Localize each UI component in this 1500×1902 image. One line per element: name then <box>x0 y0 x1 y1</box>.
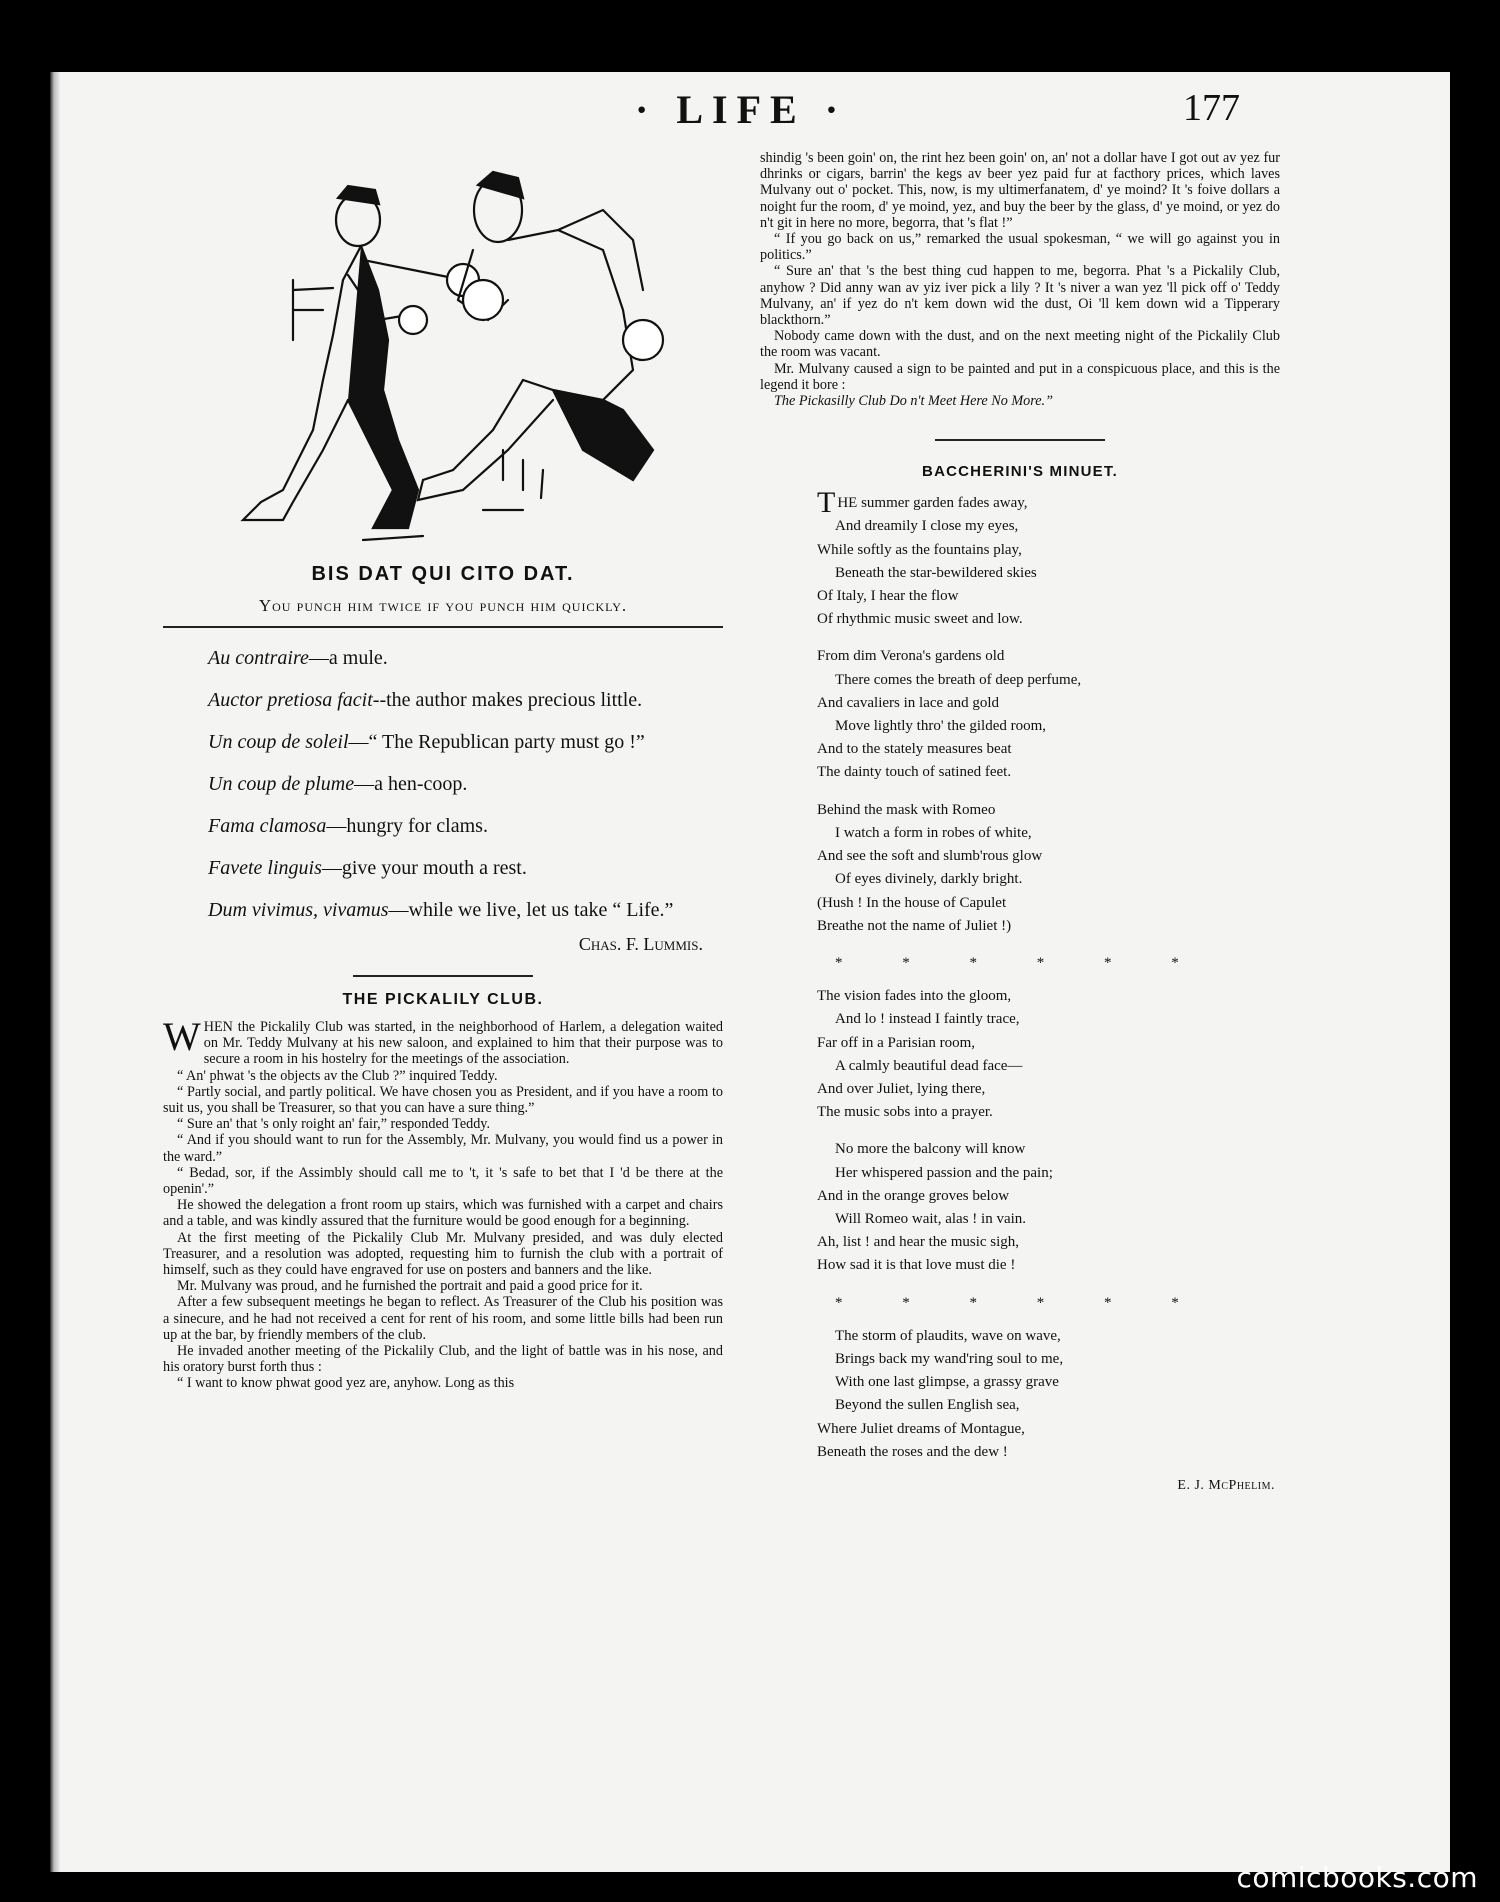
poem-line: The dainty touch of satined feet. <box>817 764 1012 781</box>
site-watermark: comicbooks.com <box>1236 1861 1478 1894</box>
boxing-cartoon-illustration <box>163 150 723 545</box>
club-paragraph: “ If you go back on us,” remarked the usual spokesman, “ we will go against you in politics.” <box>760 231 1280 264</box>
club-paragraph: At the first meeting of the Pickalily Club Mr. Mulvany presided, and was duly elected Treasurer, and a resolution was adopted, requesting him to furnish the club with a portrait of himself, such as they could have engraved for use on posters and banners and the like. <box>163 1229 723 1279</box>
poem-stanza <box>817 799 1280 938</box>
club-paragraph: Mr. Mulvany caused a sign to be painted and put in a conspicuous place, and this is the legend it bore : <box>760 360 1280 393</box>
poem-line: There comes the breath of deep perfume, <box>835 671 1082 688</box>
club-paragraph: “ I want to know phwat good yez are, anyhow. Long as this <box>177 1375 515 1392</box>
phrase-latin: Dum vivimus, vivamus <box>208 899 389 921</box>
poem-line: I watch a form in robes of white, <box>835 824 1032 841</box>
poem-line-text: HE summer garden fades away, <box>837 495 1028 512</box>
phrase-item <box>208 646 723 670</box>
poem-line: Beyond the sullen English sea, <box>835 1397 1020 1414</box>
club-title: THE PICKALILY CLUB. <box>342 991 544 1008</box>
poem-line: Beneath the star-bewildered skies <box>835 564 1037 581</box>
poem-line: And in the orange groves below <box>817 1187 1010 1204</box>
poem-line: And over Juliet, lying there, <box>817 1080 986 1097</box>
minuet-title: BACCHERINI'S MINUET. <box>922 463 1118 481</box>
poem-dropcap: T <box>817 486 836 520</box>
poem-line: While softly as the fountains play, <box>817 541 1022 558</box>
poem-line: Her whispered passion and the pain; <box>835 1164 1053 1181</box>
poem-line: Of Italy, I hear the flow <box>817 588 959 605</box>
right-column <box>760 150 1280 1494</box>
poem-line: No more the balcony will know <box>835 1141 1026 1158</box>
bis-subtitle: You punch him twice if you punch him quickly. <box>163 596 723 628</box>
poem-line: Of rhythmic music sweet and low. <box>817 611 1023 628</box>
poem-stars-separator: * * * * * * <box>835 1294 1207 1311</box>
phrase-gloss: —a hen-coop. <box>354 773 468 795</box>
club-paragraph: “ An' phwat 's the objects av the Club ?” inquired Teddy. <box>177 1067 498 1084</box>
club-paragraph <box>163 1014 723 1068</box>
poem-line: Far off in a Parisian room, <box>817 1034 976 1051</box>
phrase-gloss: —while we live, let us take “ Life.” <box>388 899 674 921</box>
poem-line: Beneath the roses and the dew ! <box>817 1443 1008 1460</box>
phrase-item <box>208 856 723 880</box>
page-header <box>590 86 1290 146</box>
club-dropcap: W <box>163 1014 201 1059</box>
poem-line: And dreamily I close my eyes, <box>835 518 1019 535</box>
poem-stanza <box>817 645 1280 784</box>
club-paragraph: He invaded another meeting of the Pickalily Club, and the light of battle was in his nose, and his oratory burst forth thus : <box>163 1343 723 1376</box>
phrase-gloss: —give your mouth a rest. <box>321 857 527 879</box>
poem-line: The vision fades into the gloom, <box>817 988 1012 1005</box>
minuet-author: E. J. McPhelim. <box>1177 1477 1275 1493</box>
phrase-item <box>208 898 723 922</box>
poem-line: Of eyes divinely, darkly bright. <box>835 871 1023 888</box>
poem-line: And lo ! instead I faintly trace, <box>835 1011 1020 1028</box>
club-paragraph: “ Sure an' that 's only roight an' fair,” responded Teddy. <box>177 1116 491 1133</box>
club-paragraph: “ Sure an' that 's the best thing cud happen to me, begorra. Phat 's a Pickalily Club, anyhow ? Did anny wan av yiz iver pick a lily ? It 's niver a wan yez 'll pick off o' Teddy Mulvany, an' if yez do n't kem down wid the dust, Oi 'll kem down wid a Tipperary blackthorn.” <box>760 263 1280 329</box>
club-paragraph: After a few subsequent meetings he began to reflect. As Treasurer of the Club his position was a sinecure, and he had not received a cent for rent of his room, and some little bills had been run up at the bar, by friendly members of the club. <box>163 1294 723 1343</box>
section-divider <box>935 439 1105 441</box>
phrase-gloss: —a mule. <box>308 647 388 669</box>
masthead: · LIFE · <box>635 87 848 132</box>
poem-line: Where Juliet dreams of Montague, <box>817 1420 1025 1437</box>
phrase-gloss: —hungry for clams. <box>326 815 488 837</box>
phrase-item <box>208 730 723 754</box>
phrase-latin: Auctor pretiosa facit <box>208 689 373 711</box>
poem-line: A calmly beautiful dead face— <box>835 1057 1023 1074</box>
poem-line: Breathe not the name of Juliet !) <box>817 917 1012 934</box>
club-paragraph: “ Partly social, and partly political. We have chosen you as President, and if you have a room to suit us, you shall be Treasurer, so that you can have a sure thing.” <box>163 1083 723 1117</box>
phrase-latin: Favete linguis <box>208 857 322 879</box>
phrase-item <box>208 688 723 712</box>
poem-line: How sad it is that love must die ! <box>817 1257 1016 1274</box>
poem-line: With one last glimpse, a grassy grave <box>835 1374 1059 1391</box>
poem-line: From dim Verona's gardens old <box>817 648 1005 665</box>
poem-line: And cavaliers in lace and gold <box>817 694 1000 711</box>
page-number: 177 <box>1183 87 1240 129</box>
phrase-gloss: —“ The Republican party must go !” <box>348 731 645 753</box>
phrase-latin: Un coup de plume <box>208 773 355 795</box>
minuet-poem <box>760 486 1280 1464</box>
club-paragraph: Nobody came down with the dust, and on the next meeting night of the Pickalily Club the room was vacant. <box>760 328 1280 361</box>
bis-signature: Chas. F. Lummis. <box>578 934 703 954</box>
page-binding-shadow <box>50 72 60 1872</box>
club-paragraph: He showed the delegation a front room up stairs, which was furnished with a carpet and chairs and a table, and was kindly assured that the furniture would be good enough for a beginning. <box>163 1197 723 1230</box>
club-sign-legend: The Pickasilly Club Do n't Meet Here No More.” <box>774 393 1053 410</box>
poem-line: Ah, list ! and hear the music sigh, <box>817 1234 1020 1251</box>
latin-phrase-list <box>163 646 723 922</box>
club-paragraph: “ Bedad, sor, if the Assimbly should call me to 't, it 's safe to bet that I 'd be there at the openin'.” <box>163 1164 723 1198</box>
phrase-latin: Au contraire <box>208 647 309 669</box>
poem-stanza <box>817 1325 1280 1464</box>
left-column <box>163 150 723 1392</box>
phrase-item <box>208 814 723 838</box>
poem-line <box>817 486 1280 520</box>
poem-line: Behind the mask with Romeo <box>817 801 996 818</box>
club-paragraph: Mr. Mulvany was proud, and he furnished the portrait and paid a good price for it. <box>177 1278 643 1295</box>
phrase-item <box>208 772 723 796</box>
phrase-gloss: --the author makes precious little. <box>372 689 643 711</box>
poem-line: (Hush ! In the house of Capulet <box>817 894 1007 911</box>
club-continued-paragraph: shindig 's been goin' on, the rint hez been goin' on, an' not a dollar have I got out av yez fur dhrinks or cigars, barrin' the kegs av beer yez paid fur at facthory prices, which laves Mulvany out o' pocket. This, now, is my ultimerfanatem, d' ye moind? It 's foive dollars a noight fur the room, d' ye moind, yez, and buy the beer by the glass, d' ye moind, or yez do n't git in here no more, begorra, that 's flat !” <box>760 150 1280 231</box>
poem-stanza <box>817 1138 1280 1277</box>
section-divider <box>353 975 533 977</box>
poem-line: Brings back my wand'ring soul to me, <box>835 1350 1064 1367</box>
poem-stars-separator: * * * * * * <box>835 954 1207 971</box>
poem-line: The music sobs into a prayer. <box>817 1104 993 1121</box>
poem-stanza <box>817 486 1280 631</box>
phrase-latin: Fama clamosa <box>208 815 327 837</box>
poem-line: And to the stately measures beat <box>817 741 1012 758</box>
poem-line: The storm of plaudits, wave on wave, <box>835 1327 1061 1344</box>
poem-stanza <box>817 985 1280 1124</box>
phrase-latin: Un coup de soleil <box>208 731 349 753</box>
club-first-text: HEN the Pickalily Club was started, in the neighborhood of Harlem, a delegation waited on Mr. Teddy Mulvany at his new saloon, and explained to him that their purpose was to secure a room in his hostelry for the meetings of the association. <box>203 1019 723 1068</box>
poem-line: Move lightly thro' the gilded room, <box>835 718 1047 735</box>
bis-title: BIS DAT QUI CITO DAT. <box>311 563 575 585</box>
poem-line: Will Romeo wait, alas ! in vain. <box>835 1210 1027 1227</box>
club-paragraph: “ And if you should want to run for the Assembly, Mr. Mulvany, you would find us a power in the ward.” <box>163 1132 723 1165</box>
poem-line: And see the soft and slumb'rous glow <box>817 848 1043 865</box>
